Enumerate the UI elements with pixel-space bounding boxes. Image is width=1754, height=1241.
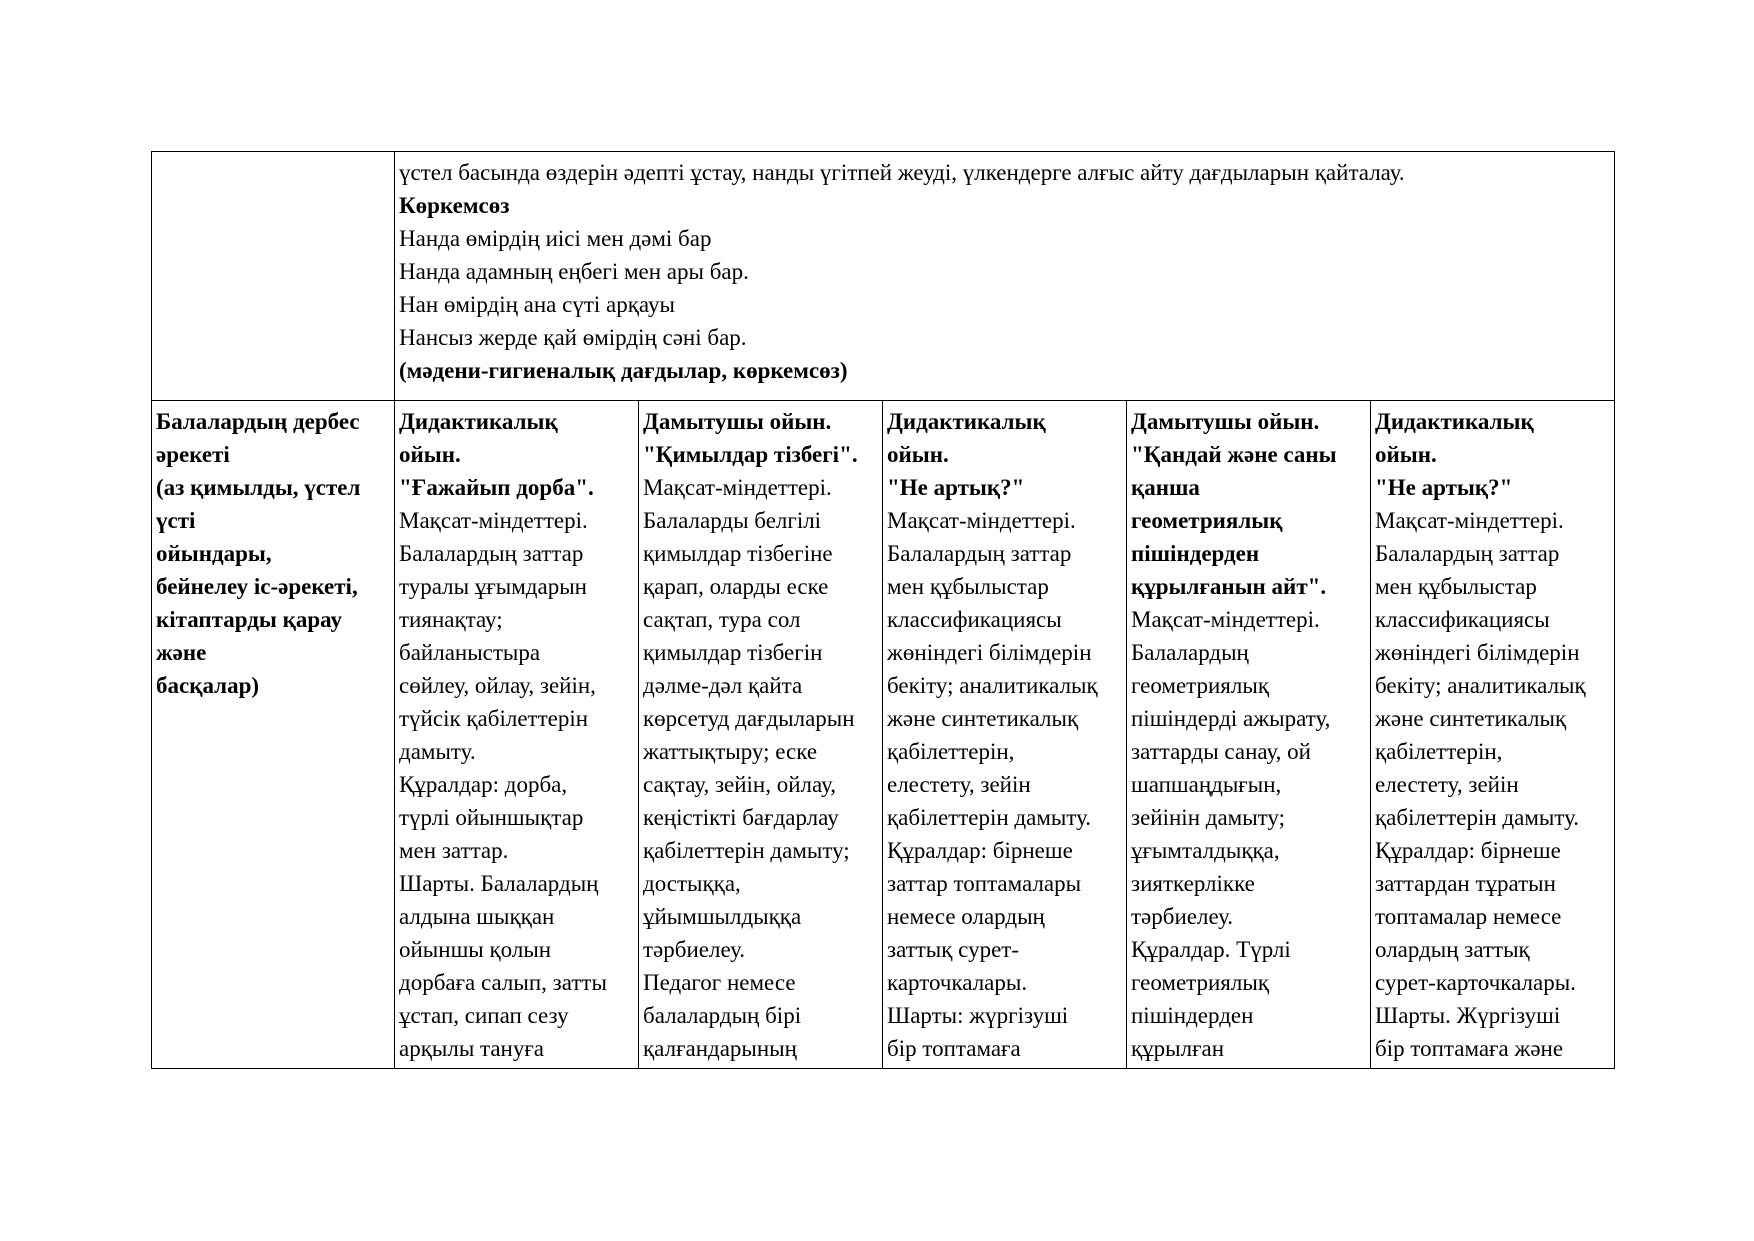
game-title-line: "Ғажайып дорба". xyxy=(399,475,594,500)
game-text-line: Шарты: жүргізуші xyxy=(887,1003,1069,1028)
row-header-line: және xyxy=(156,640,207,665)
game-text-line: елестету, зейін xyxy=(1375,772,1519,797)
game-text-line: жаттықтыру; еске xyxy=(643,739,818,764)
game-text-line: балалардың бірі xyxy=(643,1003,802,1028)
game-title-line: "Не артық?" xyxy=(1375,475,1513,500)
game-title-line: Дамытушы ойын. xyxy=(1131,409,1320,434)
game-text-line: Құралдар: бірнеше xyxy=(887,838,1073,863)
section-heading: Көркемсөз xyxy=(399,193,510,218)
game-text-line: сақтап, тура сол xyxy=(643,607,801,632)
game-title-line: Дидактикалық xyxy=(887,409,1046,434)
game-text-line: Шарты. Жүргізуші xyxy=(1375,1003,1561,1028)
game-text-line: қалғандарының xyxy=(643,1036,797,1061)
game-text-line: жөніндегі білімдерін xyxy=(1375,640,1580,665)
game-cell-monday xyxy=(395,401,639,1069)
row-header-line: бейнелеу іс-әрекеті, xyxy=(156,574,358,599)
game-text-line: Балалардың xyxy=(1131,640,1249,665)
game-cell-tuesday xyxy=(639,401,883,1069)
game-text-line: арқылы тануға xyxy=(399,1036,545,1061)
game-text-line: қарап, оларды еске xyxy=(643,574,829,599)
game-text-line: Балалардың заттар xyxy=(887,541,1072,566)
game-title-line: ойын. xyxy=(1375,442,1437,467)
game-text-line: түйсік қабілеттерін xyxy=(399,706,589,731)
game-text-line: заттарды санау, ой xyxy=(1131,739,1311,764)
row-header-line: кітаптарды қарау xyxy=(156,607,342,632)
game-text-line: жөніндегі білімдерін xyxy=(887,640,1092,665)
game-text-line: қабілеттерін, xyxy=(887,739,1015,764)
game-text-line: алдына шыққан xyxy=(399,904,555,929)
row-header-cell xyxy=(152,401,395,1069)
game-text-line: карточкалары. xyxy=(887,970,1028,995)
poem-line: Нанда адамның еңбегі мен ары бар. xyxy=(399,259,749,284)
game-text-line: бір топтамаға және xyxy=(1375,1036,1564,1061)
game-text-line: классификациясы xyxy=(887,607,1062,632)
row-header-line: ойындары, xyxy=(156,541,272,566)
game-text-line: геометриялық xyxy=(1131,673,1269,698)
game-text-line: және синтетикалық xyxy=(887,706,1079,731)
game-text-line: заттық сурет- xyxy=(887,937,1020,962)
game-text-line: Мақсат-міндеттері. xyxy=(643,475,832,500)
game-text-line: Мақсат-міндеттері. xyxy=(1375,508,1564,533)
row-header-line: (аз қимылды, үстел xyxy=(156,475,361,500)
game-text-line: классификациясы xyxy=(1375,607,1550,632)
game-title-line: құрылғанын айт". xyxy=(1131,574,1327,599)
game-text-line: пішіндерден xyxy=(1131,1003,1254,1028)
game-text-line: Шарты. Балалардың xyxy=(399,871,599,896)
game-text-line: олардың заттық xyxy=(1375,937,1530,962)
game-title-line: "Қандай және саны xyxy=(1131,442,1337,467)
game-text-line: Балалардың заттар xyxy=(399,541,584,566)
game-text-line: ұйымшылдыққа xyxy=(643,904,802,929)
game-text-line: сөйлеу, ойлау, зейін, xyxy=(399,673,596,698)
game-text-line: тәрбиелеу. xyxy=(643,937,746,962)
game-text-line: мен құбылыстар xyxy=(1375,574,1537,599)
game-text-line: қабілеттерін дамыту. xyxy=(887,805,1092,830)
game-title-line: "Не артық?" xyxy=(887,475,1025,500)
game-cell-thursday xyxy=(1127,401,1371,1069)
game-text-line: бір топтамаға xyxy=(887,1036,1021,1061)
game-title-line: қанша xyxy=(1131,475,1200,500)
game-text-line: құрылған xyxy=(1131,1036,1225,1061)
game-text-line: ұстап, сипап сезу xyxy=(399,1003,569,1028)
game-text-line: Мақсат-міндеттері. xyxy=(399,508,588,533)
hygiene-poem-cell xyxy=(395,152,1615,401)
game-text-line: қимылдар тізбегін xyxy=(643,640,823,665)
game-title-line: ойын. xyxy=(399,442,461,467)
game-text-line: қабілеттерін дамыту. xyxy=(1375,805,1580,830)
game-text-line: түрлі ойыншықтар xyxy=(399,805,584,830)
row-header-line: үсті xyxy=(156,508,196,533)
game-text-line: заттардан тұратын xyxy=(1375,871,1556,896)
table-row xyxy=(152,401,1615,1069)
game-text-line: заттар топтамалары xyxy=(887,871,1082,896)
game-text-line: дорбаға салып, затты xyxy=(399,970,607,995)
game-text-line: тиянақтау; xyxy=(399,607,503,632)
poem-line: Нансыз жерде қай өмірдің сәні бар. xyxy=(399,325,747,350)
game-text-line: байланыстыра xyxy=(399,640,541,665)
empty-header-cell xyxy=(152,152,395,401)
game-text-line: шапшаңдығын, xyxy=(1131,772,1282,797)
game-text-line: ұғымталдыққа, xyxy=(1131,838,1280,863)
game-text-line: қимылдар тізбегіне xyxy=(643,541,833,566)
game-text-line: Мақсат-міндеттері. xyxy=(1131,607,1320,632)
game-title-line: пішіндерден xyxy=(1131,541,1260,566)
game-title-line: геометриялық xyxy=(1131,508,1283,533)
table-row xyxy=(152,152,1615,401)
game-text-line: тәрбиелеу. xyxy=(1131,904,1234,929)
game-text-line: елестету, зейін xyxy=(887,772,1031,797)
game-text-line: зейінін дамыту; xyxy=(1131,805,1286,830)
game-text-line: Құралдар: дорба, xyxy=(399,772,568,797)
game-title-line: Дидактикалық xyxy=(399,409,558,434)
game-text-line: пішіндерді ажырату, xyxy=(1131,706,1331,731)
game-text-line: және синтетикалық xyxy=(1375,706,1567,731)
game-text-line: достыққа, xyxy=(643,871,741,896)
game-text-line: Балаларды белгілі xyxy=(643,508,822,533)
row-header-line: Балалардың дербес xyxy=(156,409,360,434)
game-text-line: қабілеттерін дамыту; xyxy=(643,838,850,863)
poem-line: Нанда өмірдің иісі мен дәмі бар xyxy=(399,226,712,251)
schedule-table xyxy=(151,151,1615,1069)
game-text-line: мен құбылыстар xyxy=(887,574,1049,599)
game-title-line: Дамытушы ойын. xyxy=(643,409,832,434)
game-text-line: бекіту; аналитикалық xyxy=(887,673,1098,698)
game-text-line: геометриялық xyxy=(1131,970,1269,995)
game-text-line: немесе олардың xyxy=(887,904,1045,929)
game-text-line: сақтау, зейін, ойлау, xyxy=(643,772,837,797)
text-line: үстел басында өздерін әдепті ұстау, нанды үгітпей жеуді, үлкендерге алғыс айту дағдыларын қайталау. xyxy=(399,160,1405,185)
game-text-line: бекіту; аналитикалық xyxy=(1375,673,1586,698)
game-text-line: ойыншы қолын xyxy=(399,937,552,962)
row-header-line: әрекеті xyxy=(156,442,230,467)
game-text-line: туралы ұғымдарын xyxy=(399,574,587,599)
game-text-line: көрсетуд дағдыларын xyxy=(643,706,855,731)
poem-line: Нан өмірдің ана сүті арқауы xyxy=(399,292,675,317)
game-text-line: топтамалар немесе xyxy=(1375,904,1562,929)
game-text-line: Құралдар. Түрлі xyxy=(1131,937,1291,962)
game-text-line: қабілеттерін, xyxy=(1375,739,1503,764)
game-text-line: дамыту. xyxy=(399,739,476,764)
game-text-line: Мақсат-міндеттері. xyxy=(887,508,1076,533)
skills-note: (мәдени-гигиеналық дағдылар, көркемсөз) xyxy=(399,358,848,383)
game-text-line: зияткерлікке xyxy=(1131,871,1255,896)
game-text-line: Құралдар: бірнеше xyxy=(1375,838,1561,863)
row-header-line: басқалар) xyxy=(156,673,260,698)
game-text-line: кеңістікті бағдарлау xyxy=(643,805,839,830)
game-text-line: Балалардың заттар xyxy=(1375,541,1560,566)
game-text-line: сурет-карточкалары. xyxy=(1375,970,1576,995)
game-text-line: дәлме-дәл қайта xyxy=(643,673,803,698)
game-text-line: Педагог немесе xyxy=(643,970,796,995)
game-title-line: "Қимылдар тізбегі". xyxy=(643,442,858,467)
game-title-line: Дидактикалық xyxy=(1375,409,1534,434)
game-cell-friday xyxy=(1371,401,1615,1069)
game-title-line: ойын. xyxy=(887,442,949,467)
game-cell-wednesday xyxy=(883,401,1127,1069)
game-text-line: мен заттар. xyxy=(399,838,509,863)
